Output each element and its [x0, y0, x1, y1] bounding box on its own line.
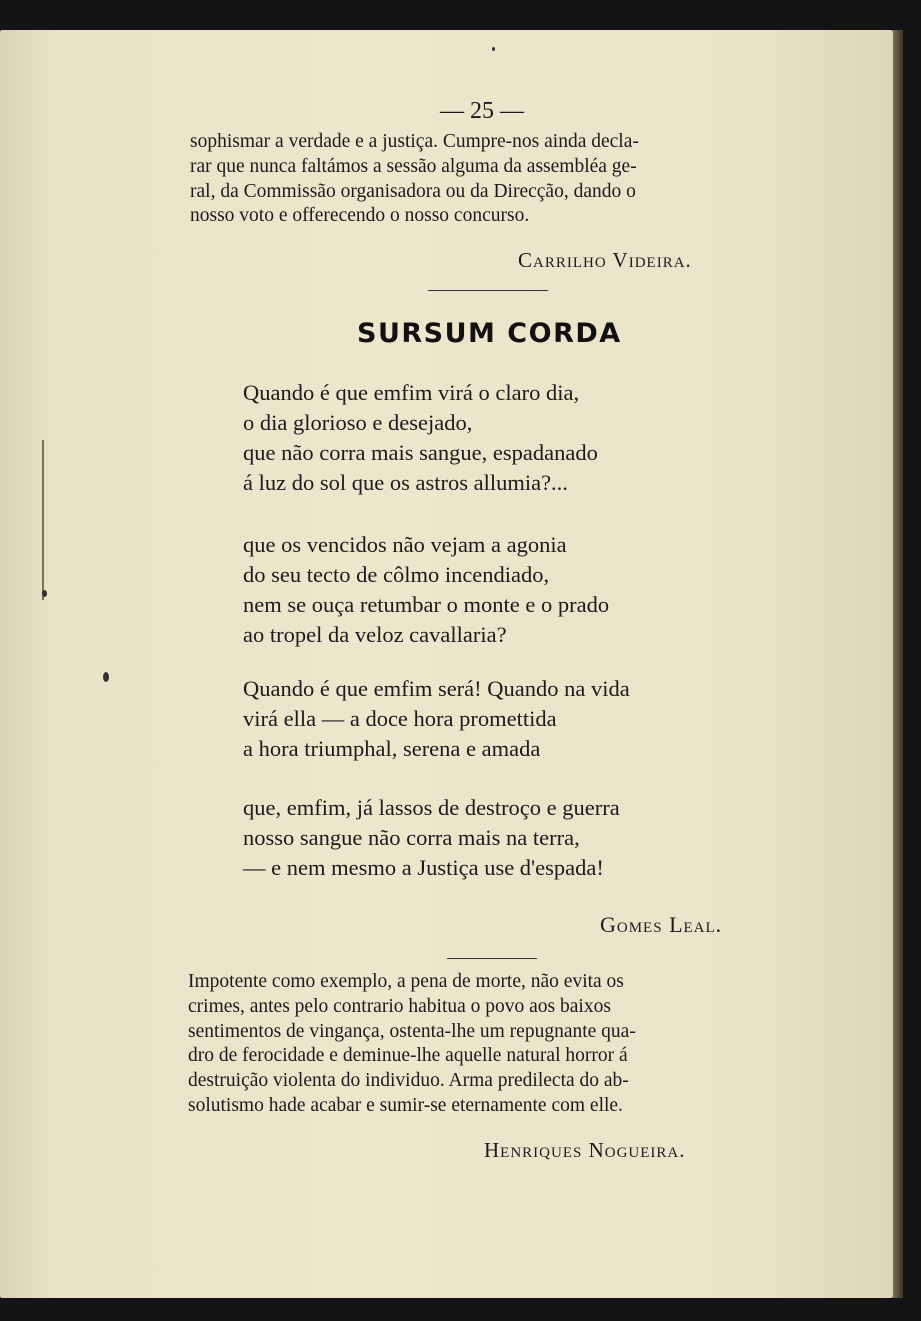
poem-stanza-3: [243, 674, 783, 764]
poem-line: Quando é que emfim virá o claro dia,: [243, 380, 580, 405]
author-signature-carrilho: Carrilho Videira.: [518, 248, 692, 272]
prose-line: nosso voto e offerecendo o nosso concurso.: [190, 205, 530, 227]
section-divider: [428, 290, 548, 291]
poem-stanza-1: [243, 378, 783, 498]
poem-title: SURSUM CORDA: [357, 318, 622, 349]
author-signature-gomes: Gomes Leal.: [600, 912, 723, 937]
binding-mark: [42, 440, 44, 600]
poem-line: que não corra mais sangue, espadanado: [243, 440, 598, 465]
page-number: — 25 —: [440, 98, 524, 124]
prose-line: rar que nunca faltámos a sessão alguma da assembléa ge-: [190, 155, 637, 177]
poem-line: virá ella — a doce hora promettida: [243, 706, 557, 731]
poem-line: á luz do sol que os astros allumia?...: [243, 470, 568, 495]
quote-paragraph: [188, 970, 796, 1119]
quote-line: dro de ferocidade e deminue-lhe aquelle natural horror á: [188, 1045, 628, 1067]
prose-line: sophismar a verdade e a justiça. Cumpre-nos ainda decla-: [190, 131, 639, 152]
book-spine-edge: [893, 30, 903, 1298]
poem-line: do seu tecto de côlmo incendiado,: [243, 562, 550, 587]
poem-line: que os vencidos não vejam a agonia: [243, 532, 567, 557]
ink-speck: [103, 672, 109, 682]
quote-line: Impotente como exemplo, a pena de morte, não evita os: [188, 971, 624, 992]
poem-line: nem se ouça retumbar o monte e o prado: [243, 592, 610, 617]
section-divider: [447, 958, 537, 959]
poem-line: o dia glorioso e desejado,: [243, 410, 473, 435]
poem-line: a hora triumphal, serena e amada: [243, 736, 541, 761]
poem-stanza-2: [243, 530, 783, 650]
prose-line: ral, da Commissão organisadora ou da Direcção, dando o: [190, 180, 636, 202]
poem-stanza-4: [243, 793, 783, 883]
poem-line: Quando é que emfim será! Quando na vida: [243, 676, 630, 701]
poem-line: que, emfim, já lassos de destroço e guerra: [243, 795, 620, 820]
ink-speck: [492, 47, 495, 51]
poem-line: ao tropel da veloz cavallaria?: [243, 622, 507, 647]
poem-line: nosso sangue não corra mais na terra,: [243, 825, 580, 850]
author-signature-henriques: Henriques Nogueira.: [484, 1138, 686, 1162]
quote-line: crimes, antes pelo contrario habitua o povo aos baixos: [188, 995, 611, 1017]
quote-line: destruição violenta do individuo. Arma predilecta do ab-: [188, 1070, 629, 1092]
quote-line: sentimentos de vingança, ostenta-lhe um repugnante qua-: [188, 1020, 636, 1042]
quote-line: solutismo hade acabar e sumir-se eternamente com elle.: [188, 1094, 623, 1116]
prose-paragraph: [190, 130, 794, 229]
poem-line: — e nem mesmo a Justiça use d'espada!: [243, 855, 604, 880]
ink-speck: [42, 590, 47, 597]
